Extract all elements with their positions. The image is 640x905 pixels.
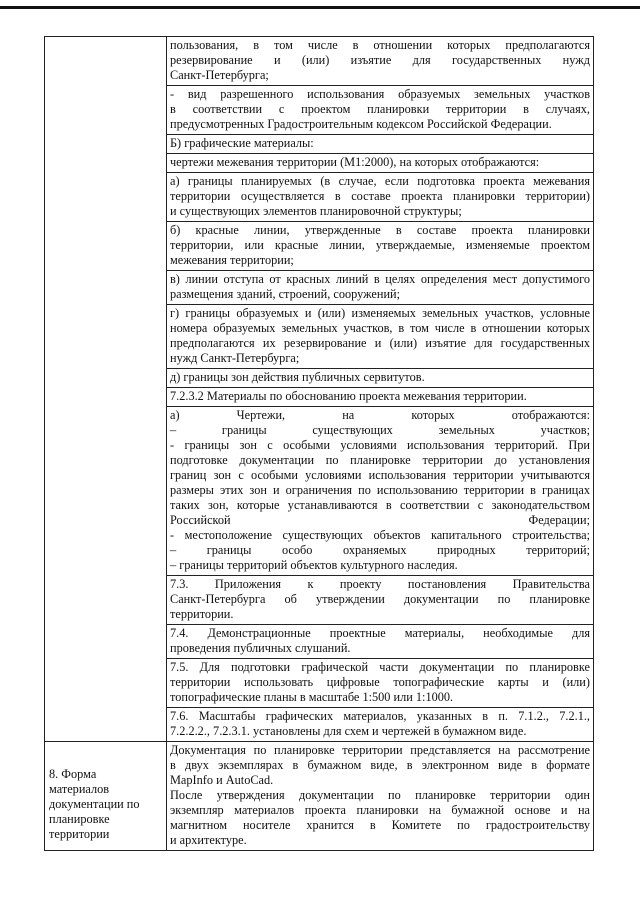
text-line: - границы зон с особыми условиями использования территорий. При	[170, 438, 590, 452]
section-label-cell	[45, 742, 167, 851]
text-line: предусмотренных Градостроительным кодексом Российской Федерации.	[170, 117, 552, 131]
text-line: 7.2.3.2 Материалы по обоснованию проекта межевания территории.	[170, 389, 527, 403]
paragraph-block	[167, 368, 593, 387]
text-line: а) Чертежи, на которых отображаются:	[170, 408, 590, 422]
label-line: материалов	[49, 782, 110, 796]
text-line: межевания территории;	[170, 253, 294, 267]
text-line: границ зон с особыми условиями использования территории учитываются	[170, 468, 590, 482]
label-line: планировке	[49, 812, 110, 826]
paragraph-block	[167, 270, 593, 304]
content-cell	[167, 37, 594, 742]
text-line: в) линии отступа от красных линий в целях определения мест допустимого	[170, 272, 590, 286]
text-line: и архитектуре.	[170, 833, 247, 847]
label-line: территории	[49, 827, 110, 841]
text-line: территории использовать цифровые топографические карты и (или)	[170, 675, 590, 689]
text-line: таких зон, которые устанавливаются в соответствии с законодательством	[170, 498, 590, 512]
paragraph-block	[167, 575, 593, 624]
text-line: Санкт-Петербурга;	[170, 68, 269, 82]
text-line: номера образуемых земельных участков, в том числе в отношении которых	[170, 321, 590, 335]
paragraph-block	[167, 153, 593, 172]
text-line: д) границы зон действия публичных сервитутов.	[170, 370, 425, 384]
requirements-table	[44, 36, 594, 851]
text-line: размеры этих зон и ограничения по использованию территории в границах	[170, 483, 590, 497]
text-line: 7.2.2.2., 7.2.3.1. установлены для схем и чертежей в бумажном виде.	[170, 724, 527, 738]
text-line: - местоположение существующих объектов капитального строительства;	[170, 528, 590, 542]
label-line: 8. Форма	[49, 767, 97, 781]
text-line: 7.3. Приложения к проекту постановления Правительства	[170, 577, 590, 591]
text-line: MapInfo и AutoCad.	[170, 773, 274, 787]
text-line: в соответствии с проектом планировки территории в случаях,	[170, 102, 590, 116]
text-line: подготовке документации по планировке территории до установления	[170, 453, 590, 467]
text-line: Документация по планировке территории представляется на рассмотрение	[170, 743, 590, 757]
table-row	[45, 742, 594, 851]
paragraph-block	[167, 742, 593, 850]
text-line: 7.4. Демонстрационные проектные материалы, необходимые для	[170, 626, 590, 640]
paragraph-block	[167, 707, 593, 741]
paragraph-block	[167, 658, 593, 707]
top-rule	[0, 6, 640, 9]
content-cell	[167, 742, 594, 851]
table-row	[45, 37, 594, 742]
text-line: пользования, в том числе в отношении которых предполагаются	[170, 38, 590, 52]
section-label-cell	[45, 37, 167, 742]
text-line: Санкт-Петербурга об утверждении документации по планировке	[170, 592, 590, 606]
text-line: проведения публичных слушаний.	[170, 641, 351, 655]
text-line: и существующих элементов планировочной структуры;	[170, 204, 462, 218]
text-line: После утверждения документации по планировке территории один	[170, 788, 590, 802]
section-label	[49, 742, 164, 842]
text-line: б) красные линии, утвержденные в составе проекта планировки	[170, 223, 590, 237]
label-line: документации по	[49, 797, 140, 811]
text-line: чертежи межевания территории (М1:2000), на которых отображаются:	[170, 155, 540, 169]
text-line: Б) графические материалы:	[170, 136, 314, 150]
text-line: Российской Федерации;	[170, 513, 590, 527]
text-line: резервирование и (или) изъятие для государственных нужд	[170, 53, 590, 67]
text-line: размещения зданий, строений, сооружений;	[170, 287, 401, 301]
text-line: 7.6. Масштабы графических материалов, указанных в п. 7.1.2., 7.2.1.,	[170, 709, 590, 723]
paragraph-block	[167, 304, 593, 368]
text-line: предполагаются их резервирование и (или) изъятие для государственных	[170, 336, 590, 350]
paragraph-block	[167, 406, 593, 575]
text-line: г) границы образуемых и (или) изменяемых земельных участков, условные	[170, 306, 590, 320]
paragraph-block	[167, 387, 593, 406]
text-line: территории, или красные линии, утверждаемые, изменяемые проектом	[170, 238, 590, 252]
text-line: – границы территорий объектов культурного наследия.	[170, 558, 458, 572]
text-line: нужд Санкт-Петербурга;	[170, 351, 300, 365]
text-line: территории.	[170, 607, 234, 621]
paragraph-block	[167, 624, 593, 658]
text-line: в двух экземплярах в бумажном виде, в электронном виде в формате	[170, 758, 590, 772]
content-blocks	[167, 37, 593, 741]
paragraph-block	[167, 172, 593, 221]
paragraph-block	[167, 221, 593, 270]
text-line: топографические планы в масштабе 1:500 или 1:1000.	[170, 690, 454, 704]
text-line: – границы особо охраняемых природных территорий;	[170, 543, 590, 557]
paragraph-block	[167, 85, 593, 134]
text-line: – границы существующих земельных участков;	[170, 423, 590, 437]
text-line: магнитном носителе хранится в Комитете по градостроительству	[170, 818, 590, 832]
text-line: 7.5. Для подготовки графической части документации по планировке	[170, 660, 590, 674]
text-line: экземпляр материалов проекта планировки на бумажной основе и на	[170, 803, 590, 817]
text-line: - вид разрешенного использования образуемых земельных участков	[170, 87, 590, 101]
paragraph-block	[167, 37, 593, 85]
text-line: а) границы планируемых (в случае, если подготовка проекта межевания	[170, 174, 590, 188]
paragraph-block	[167, 134, 593, 153]
text-line: территории осуществляется в составе проекта планировки территории)	[170, 189, 590, 203]
